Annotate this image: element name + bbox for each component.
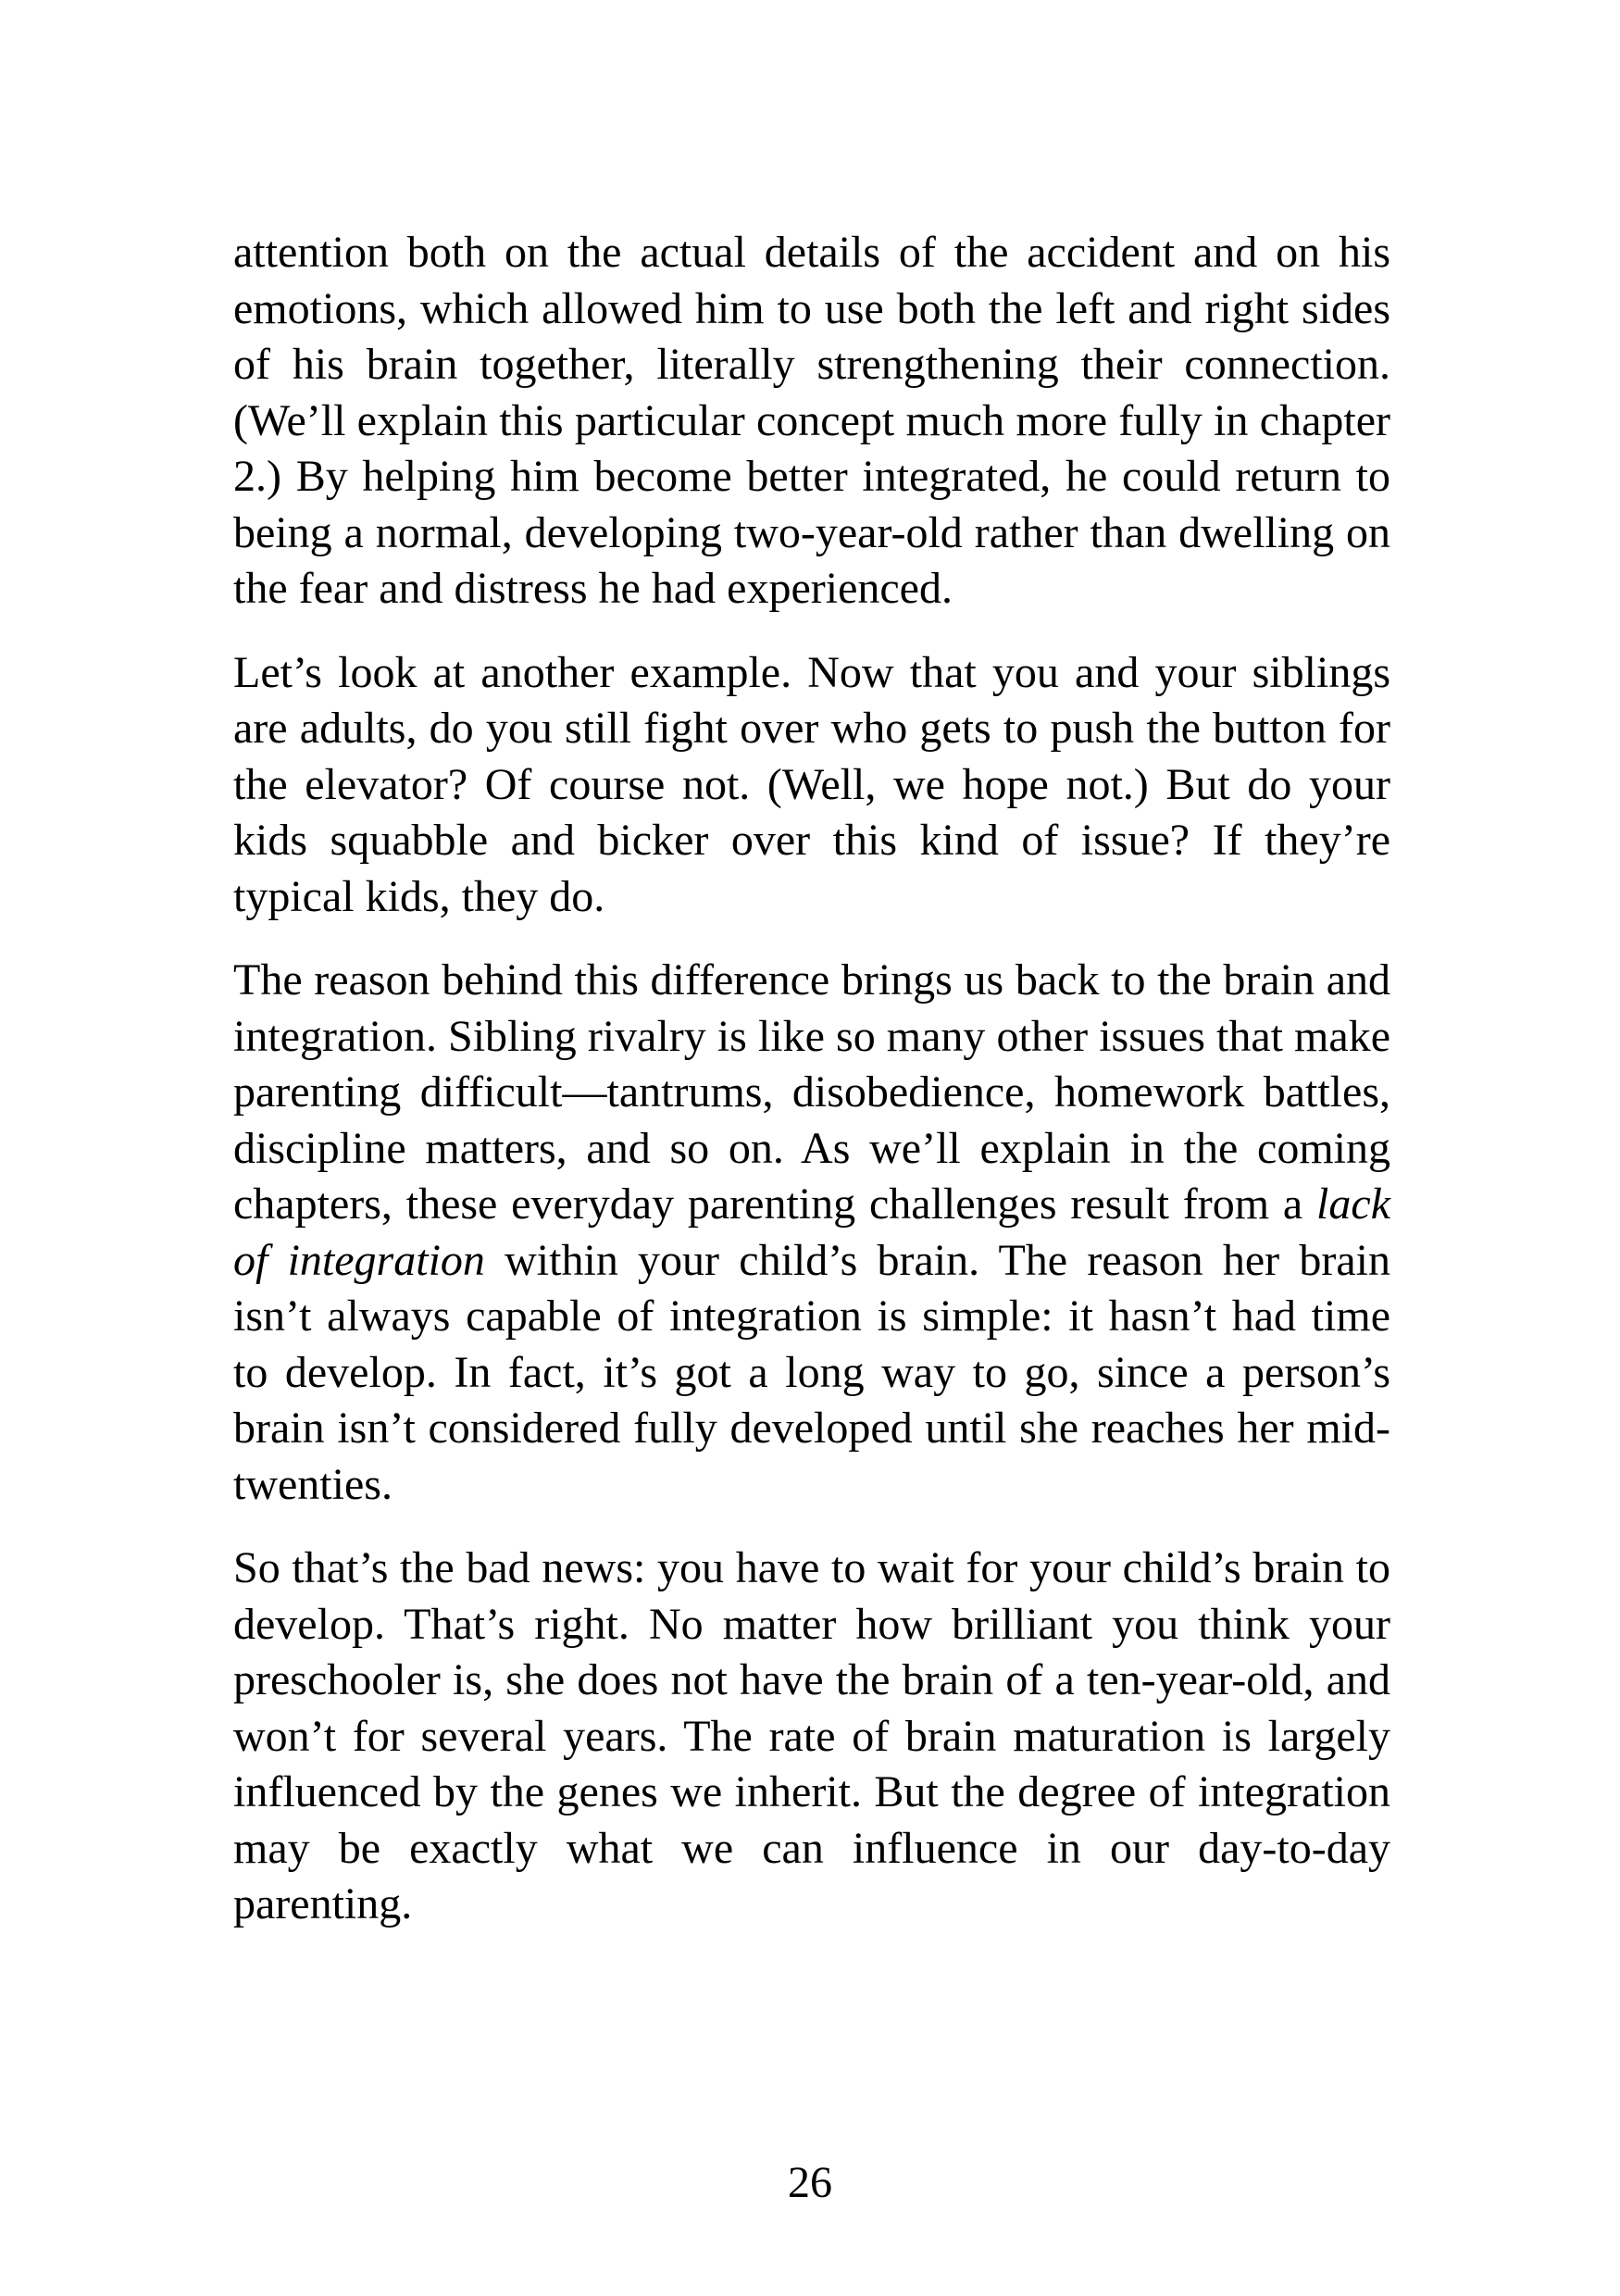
paragraph-3-emphasis: lack of integration: [233, 1179, 1390, 1285]
paragraph-3-text-before: The reason behind this difference brings us back to the brain and integration. Sibling rivalry is like so many other issues that make parenting difficult—tantrums, disobedience, homework battles, discipline matters, and so on. As we’ll explain in the coming chapters, these everyday parenting challenges result from a: [233, 955, 1390, 1229]
body-text: [233, 225, 1390, 1961]
paragraph-3-text-after: within your child’s brain. The reason her brain isn’t always capable of integration is simple: it hasn’t had time to develop. In fact, it’s got a long way to go, since a person’s brain isn’t considered fully developed until she reaches her mid-twenties.: [233, 1235, 1390, 1509]
paragraph-4: So that’s the bad news: you have to wait for your child’s brain to develop. That’s right. No matter how brilliant you think your preschooler is, she does not have the brain of a ten-year-old, and won’t for several years. The rate of brain maturation is largely influenced by the genes we inherit. But the degree of integration may be exactly what we can influence in our day-to-day parenting.: [233, 1543, 1390, 1928]
paragraph-1: attention both on the actual details of the accident and on his emotions, which allowed him to use both the left and right sides of his brain together, literally strengthening their connection. (We’ll explain this particular concept much more fully in chapter 2.) By helping him become better integrated, he could return to being a normal, developing two-year-old rather than dwelling on the fear and distress he had experienced.: [233, 228, 1390, 613]
paragraph-2: Let’s look at another example. Now that you and your siblings are adults, do you still fight over who gets to push the button for the elevator? Of course not. (Well, we hope not.) But do your kids squabble and bicker over this kind of issue? If they’re typical kids, they do.: [233, 647, 1390, 921]
paragraph-3: [233, 953, 1390, 1513]
page-number: 26: [788, 2158, 832, 2207]
